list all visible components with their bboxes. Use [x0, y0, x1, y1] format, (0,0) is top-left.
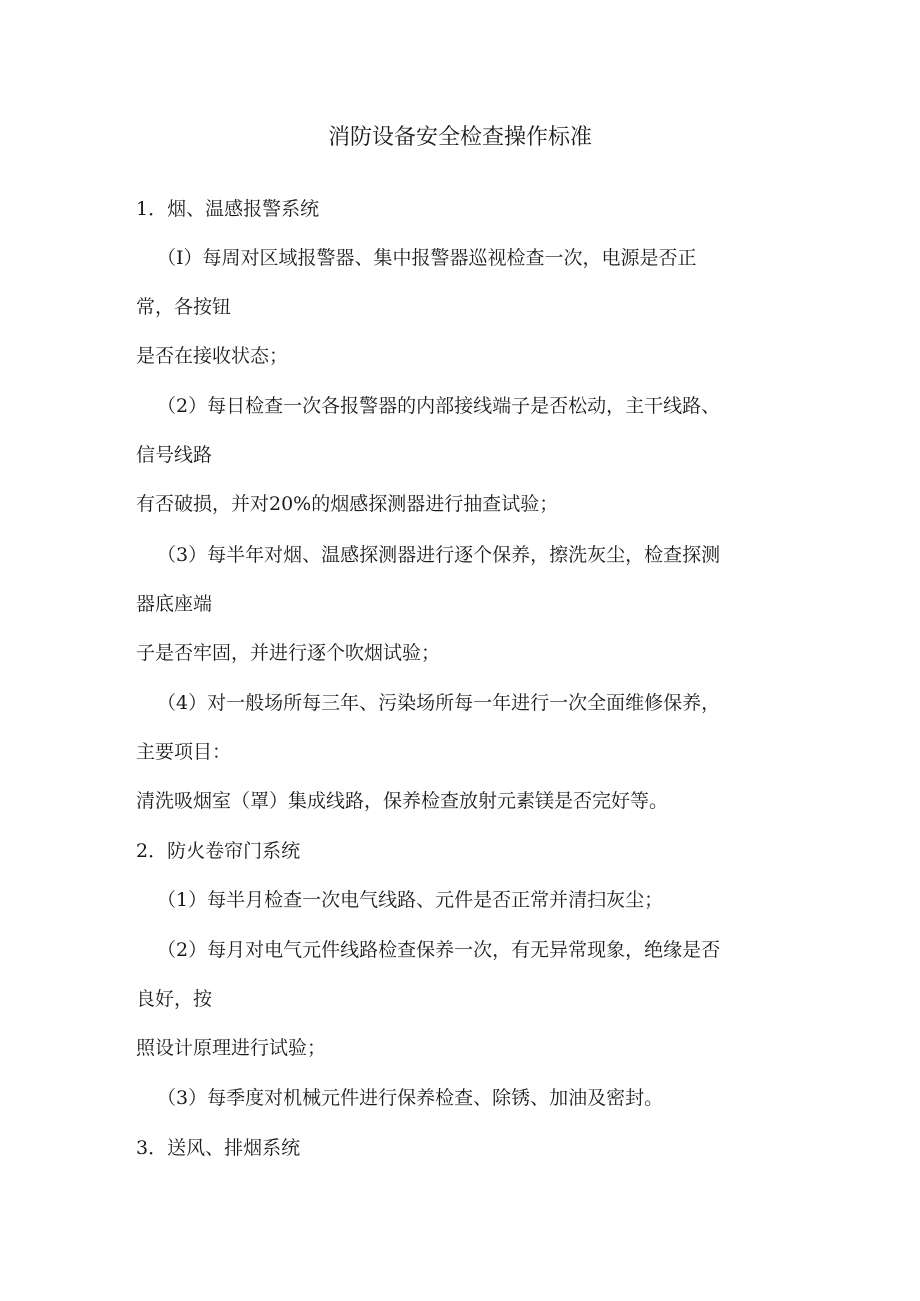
paragraph-line: 子是否牢固，并进行逐个吹烟试验； — [136, 642, 441, 664]
paragraph-line: 良好，按 — [136, 988, 213, 1010]
paragraph-line: （1）每半月检查一次电气线路、元件是否正常并清扫灰尘； — [157, 889, 664, 911]
paragraph-line: 主要项目： — [136, 741, 232, 763]
paragraph-line: 常，各按钮 — [136, 296, 232, 318]
document-title: 消防设备安全检查操作标准 — [327, 125, 592, 150]
section-heading-2: 2．防火卷帘门系统 — [136, 840, 301, 862]
section-heading-1: 1．烟、温感报警系统 — [136, 198, 320, 220]
paragraph-line: （2）每日检查一次各报警器的内部接线端子是否松动，主干线路、 — [157, 395, 721, 417]
section-heading-3: 3．送风、排烟系统 — [136, 1137, 301, 1159]
paragraph-line: （4）对一般场所每三年、污染场所每一年进行一次全面维修保养， — [157, 692, 721, 714]
paragraph-line: 照设计原理进行试验； — [136, 1037, 327, 1059]
paragraph-line: （I）每周对区域报警器、集中报警器巡视检查一次，电源是否正 — [157, 247, 697, 269]
paragraph-line: （2）每月对电气元件线路检查保养一次，有无异常现象，绝缘是否 — [157, 939, 721, 961]
paragraph-line: （3）每半年对烟、温感探测器进行逐个保养，擦洗灰尘，检查探测 — [157, 544, 721, 566]
paragraph-line: 器底座端 — [136, 593, 213, 615]
paragraph-line: 有否破损，并对20%的烟感探测器进行抽查试验； — [136, 493, 559, 515]
paragraph-line: （3）每季度对机械元件进行保养检查、除锈、加油及密封。 — [157, 1087, 664, 1109]
paragraph-line: 是否在接收状态； — [136, 345, 289, 367]
paragraph-line: 信号线路 — [136, 444, 213, 466]
paragraph-line: 清洗吸烟室（罩）集成线路，保养检查放射元素镁是否完好等。 — [136, 790, 669, 812]
